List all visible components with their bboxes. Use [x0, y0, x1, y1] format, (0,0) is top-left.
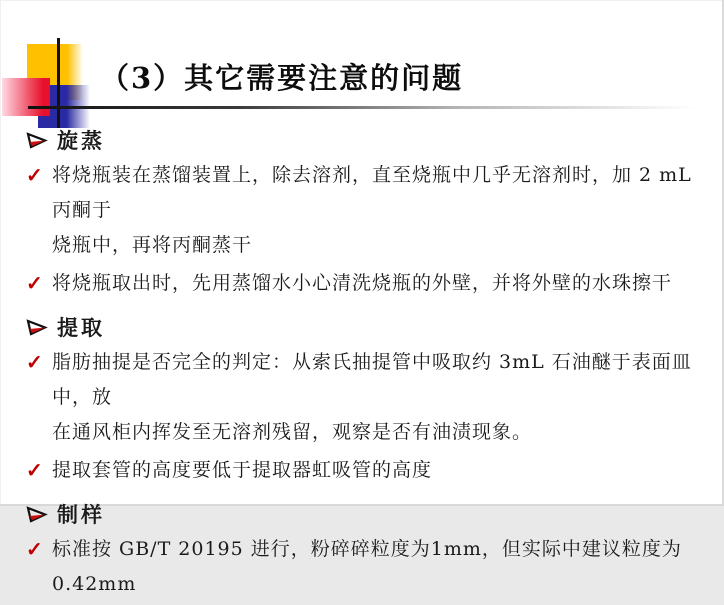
- checkmark-icon: ✓: [26, 537, 44, 561]
- arrow-bullet-icon: [26, 319, 48, 336]
- list-item: [26, 345, 714, 450]
- list-item-line: 在通风柜内挥发至无溶剂残留，观察是否有油渍现象。: [52, 421, 533, 443]
- slide-body: [26, 114, 714, 605]
- checkmark-icon: ✓: [26, 458, 44, 482]
- arrow-bullet-icon: [26, 132, 48, 149]
- arrow-bullet-icon: [26, 506, 48, 523]
- checkmark-icon: ✓: [26, 163, 44, 187]
- list-item: [26, 532, 714, 602]
- section-heading-label: 提取: [57, 315, 105, 340]
- page-title: （3）其它需要注意的问题: [100, 61, 464, 95]
- list-item-text: [52, 266, 714, 301]
- section-heading-label: 旋蒸: [57, 128, 105, 153]
- list-item: [26, 453, 714, 488]
- title-underline-rule: [28, 106, 724, 109]
- list-item-line: 将烧瓶取出时，先用蒸馏水小心清洗烧瓶的外壁，并将外壁的水珠擦干: [52, 272, 673, 294]
- list-item-line: 标准按 GB/T 20195 进行，粉碎碎粒度为1mm，但实际中建议粒度为 0.42mm: [52, 538, 682, 595]
- list-item-line: 脂肪抽提是否完全的判定：从索氏抽提管中吸取约 3mL 石油醚于表面皿中，放: [52, 351, 692, 408]
- list-item: [26, 266, 714, 301]
- list-item-text: [52, 158, 714, 263]
- section-heading-extraction: [26, 312, 714, 342]
- checkmark-icon: ✓: [26, 350, 44, 374]
- list-item-text: [52, 453, 714, 488]
- list-item-line: 将烧瓶装在蒸馏装置上，除去溶剂，直至烧瓶中几乎无溶剂时，加 2 mL 丙酮于: [52, 164, 692, 221]
- list-item: [26, 158, 714, 263]
- list-item-line: 提取套管的高度要低于提取器虹吸管的高度: [52, 459, 433, 481]
- checkmark-icon: ✓: [26, 271, 44, 295]
- section-heading-sample-preparation: [26, 499, 714, 529]
- list-item-text: [52, 532, 714, 602]
- section-heading-label: 制样: [57, 502, 105, 527]
- section-heading-rotary-evaporation: [26, 125, 714, 155]
- list-item-line: 烧瓶中，再将丙酮蒸干: [52, 234, 253, 256]
- list-item-text: [52, 345, 714, 450]
- decoration-red-square: [2, 78, 50, 116]
